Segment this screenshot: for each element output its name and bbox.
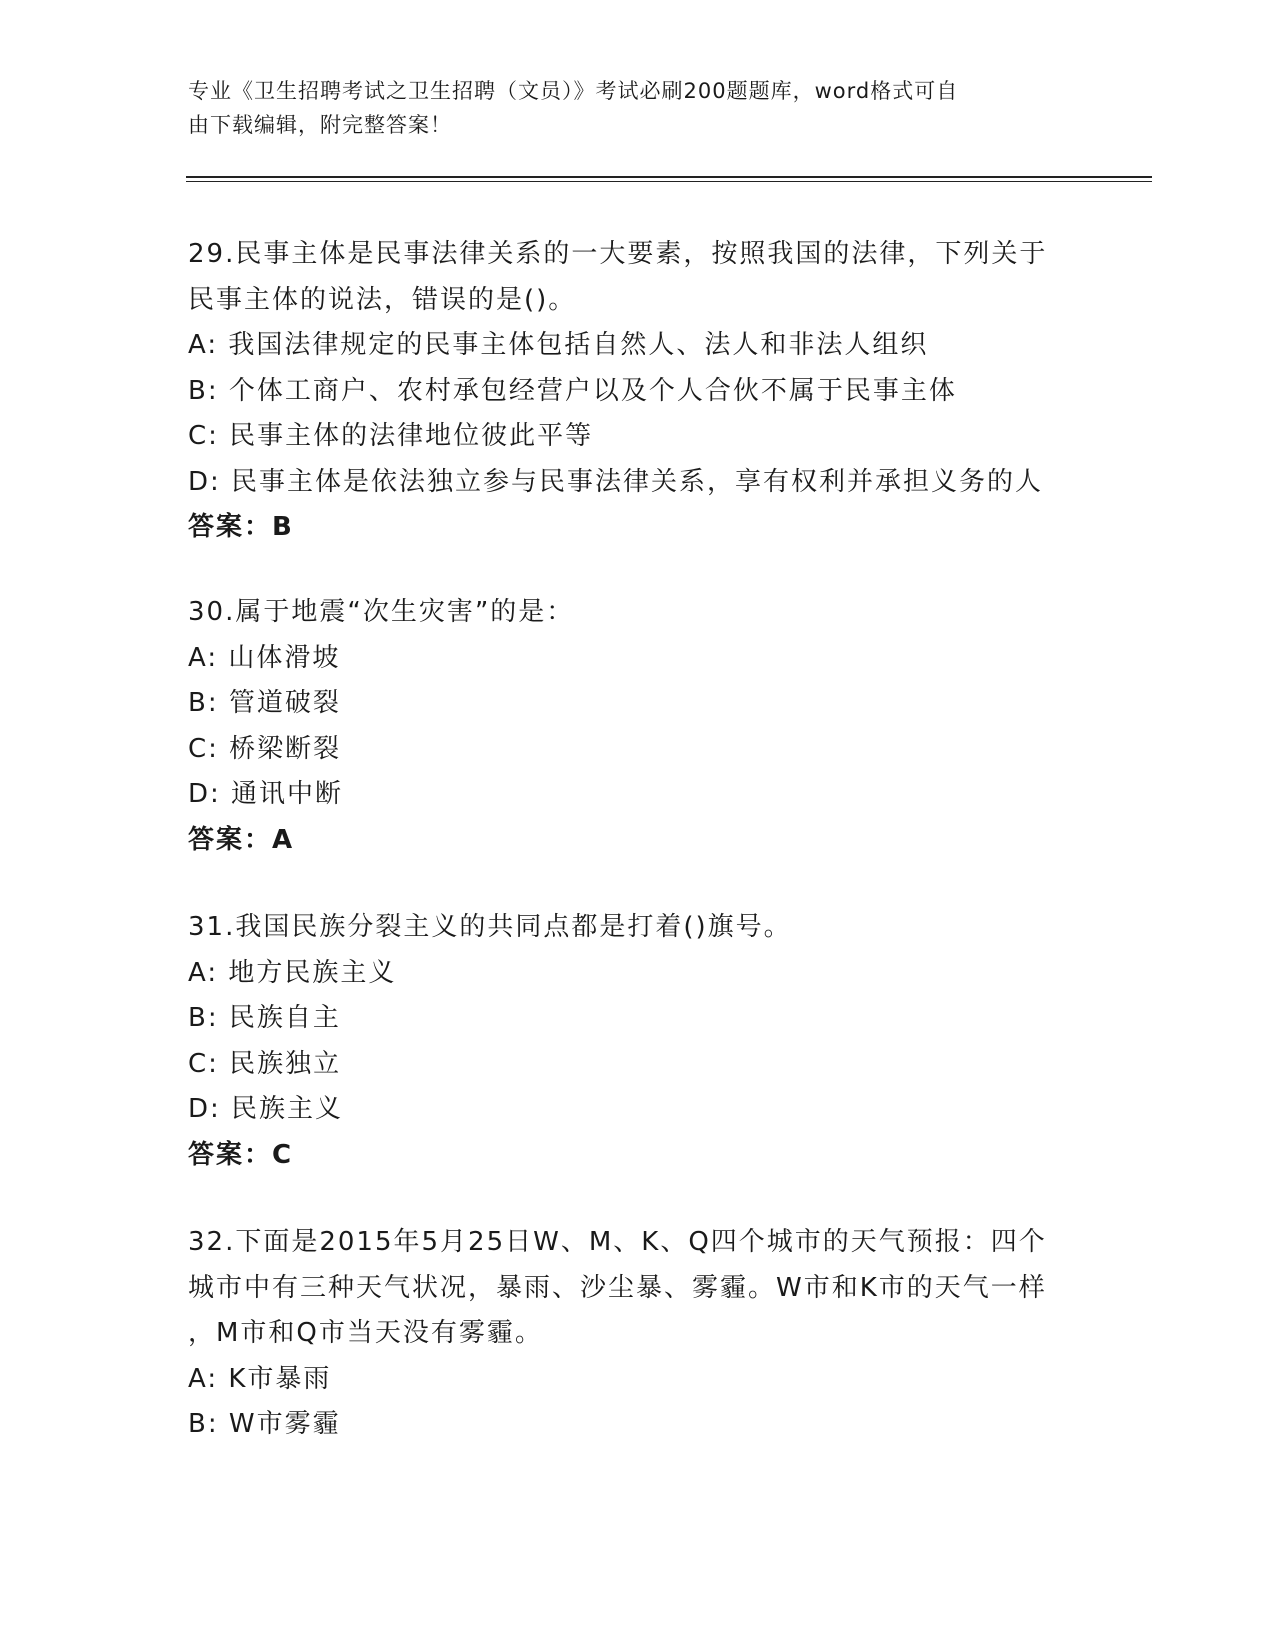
option-b: B: 管道破裂 xyxy=(188,688,341,718)
question-stem-line: 30.属于地震“次生灾害”的是： xyxy=(188,597,575,627)
question-stem-line: 32.下面是2015年5月25日W、M、K、Q四个城市的天气预报：四个 xyxy=(188,1227,1047,1257)
header-line-2: 由下载编辑，附完整答案！ xyxy=(188,113,452,137)
header-line-1: 专业《卫生招聘考试之卫生招聘（文员）》考试必刷200题题库，word格式可自 xyxy=(188,79,959,103)
question-stem-line: 31.我国民族分裂主义的共同点都是打着()旗号。 xyxy=(188,912,792,942)
question-stem-line: 城市中有三种天气状况，暴雨、沙尘暴、雾霾。W市和K市的天气一样 xyxy=(188,1272,1047,1303)
question-30 xyxy=(188,590,1088,863)
option-c: C: 民族独立 xyxy=(188,1048,342,1079)
answer-label: 答案：B xyxy=(188,512,294,542)
option-b: B: W市雾霾 xyxy=(188,1409,341,1439)
option-a: A: K市暴雨 xyxy=(188,1363,332,1394)
question-31 xyxy=(188,905,1088,1178)
header-divider-thin xyxy=(186,181,1152,182)
option-d: D: 民事主体是依法独立参与民事法律关系，享有权利并承担义务的人 xyxy=(188,466,1044,497)
question-stem-line: 29.民事主体是民事法律关系的一大要素，按照我国的法律，下列关于 xyxy=(188,239,1048,269)
document-header xyxy=(188,74,1088,142)
question-32 xyxy=(188,1220,1088,1448)
option-a: A: 山体滑坡 xyxy=(188,642,341,673)
question-29 xyxy=(188,232,1088,551)
option-b: B: 个体工商户、农村承包经营户以及个人合伙不属于民事主体 xyxy=(188,375,957,406)
option-c: C: 民事主体的法律地位彼此平等 xyxy=(188,421,594,451)
answer-label: 答案：A xyxy=(188,824,295,855)
question-stem-line: ，M市和Q市当天没有雾霾。 xyxy=(188,1318,543,1348)
option-b: B: 民族自主 xyxy=(188,1003,341,1033)
option-d: D: 通讯中断 xyxy=(188,779,344,809)
header-divider-thick xyxy=(186,176,1152,178)
option-a: A: 我国法律规定的民事主体包括自然人、法人和非法人组织 xyxy=(188,330,929,360)
option-c: C: 桥梁断裂 xyxy=(188,733,342,764)
answer-label: 答案：C xyxy=(188,1139,294,1170)
question-stem-line: 民事主体的说法，错误的是()。 xyxy=(188,284,577,315)
option-a: A: 地方民族主义 xyxy=(188,957,397,988)
option-d: D: 民族主义 xyxy=(188,1094,344,1124)
